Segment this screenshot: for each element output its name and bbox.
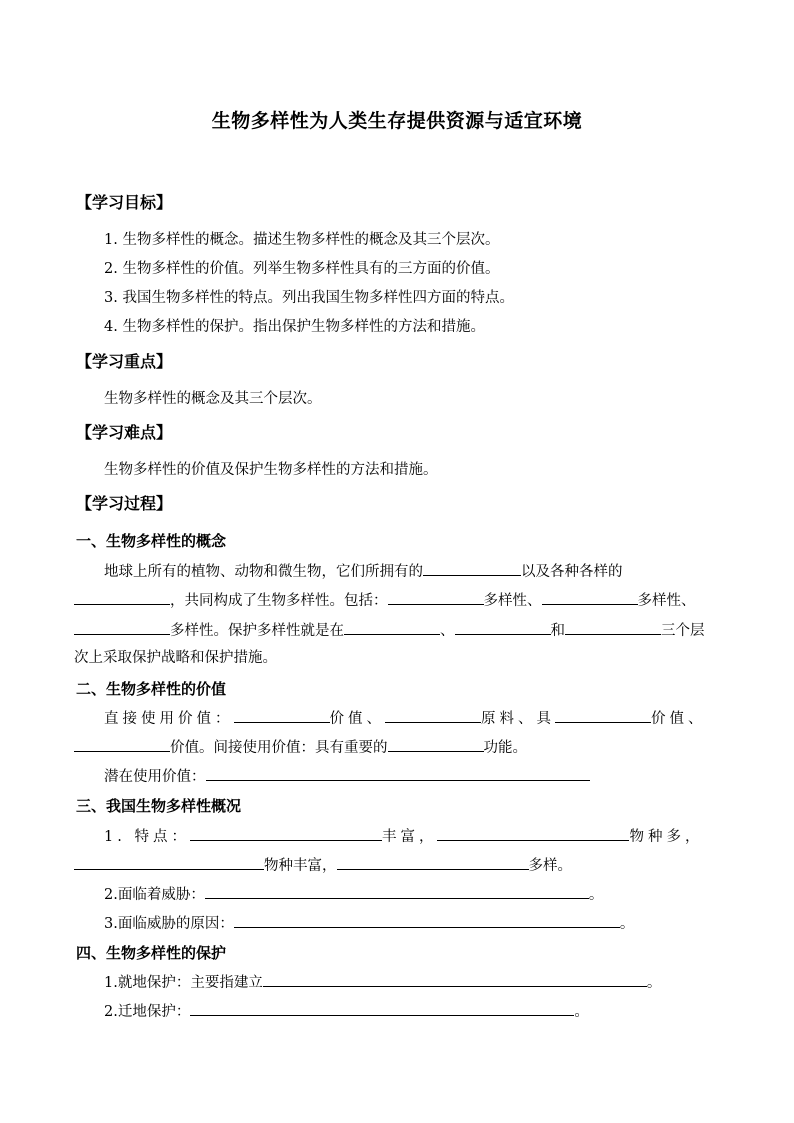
fill-blank[interactable] (234, 912, 620, 928)
fill-blank[interactable] (385, 707, 481, 723)
fill-blank[interactable] (388, 589, 484, 605)
fill-blank[interactable] (190, 825, 382, 841)
section-1-line-4: 次上采取保护战略和保护措施。 (74, 650, 277, 666)
section-4-line-2: 2.迁地保护： 。 (104, 1000, 589, 1022)
fill-blank[interactable] (337, 854, 529, 870)
key-points-text: 生物多样性的概念及其三个层次。 (104, 391, 322, 407)
section-3-line-1: 1. 特点： 丰富， 物种多， (104, 825, 703, 847)
page-title: 生物多样性为人类生存提供资源与适宜环境 (211, 110, 583, 132)
objective-item: 3. 我国生物多样性的特点。列出我国生物多样性四方面的特点。 (104, 290, 514, 306)
section-2-line-3: 潜在使用价值： (104, 765, 590, 787)
objective-item: 4. 生物多样性的保护。指出保护生物多样性的方法和措施。 (104, 319, 485, 335)
fill-blank[interactable] (74, 619, 170, 635)
fill-blank[interactable] (205, 883, 589, 899)
fill-blank[interactable] (74, 589, 170, 605)
section-2-line-2: 价值。间接使用价值：具有重要的 功能。 (74, 736, 527, 758)
section-3-line-2: 物种丰富， 多样。 (74, 854, 572, 876)
objective-item: 1. 生物多样性的概念。描述生物多样性的概念及其三个层次。 (104, 232, 500, 248)
fill-blank[interactable] (542, 589, 638, 605)
fill-blank[interactable] (388, 736, 484, 752)
fill-blank[interactable] (565, 619, 661, 635)
section-1-title: 一、生物多样性的概念 (76, 532, 227, 550)
section-3-title: 三、我国生物多样性概况 (76, 797, 242, 815)
section-1-line-2: ，共同构成了生物多样性。包括： 多样性、 多样性、 (74, 589, 696, 611)
fill-blank[interactable] (234, 707, 330, 723)
difficulties-heading: 【学习难点】 (76, 423, 173, 442)
section-3-line-4: 3.面临威胁的原因： 。 (104, 912, 634, 934)
fill-blank[interactable] (74, 736, 170, 752)
section-1-line-3: 多样性。保护多样性就是在 、 和 三个层 (74, 619, 705, 641)
section-2-line-1: 直接使用价值： 价值、 原料、具 价值、 (104, 707, 707, 729)
process-heading: 【学习过程】 (76, 494, 173, 513)
section-2-title: 二、生物多样性的价值 (76, 680, 227, 698)
section-4-title: 四、生物多样性的保护 (76, 944, 227, 962)
fill-blank[interactable] (555, 707, 651, 723)
fill-blank[interactable] (206, 765, 590, 781)
fill-blank[interactable] (190, 1000, 574, 1016)
section-3-line-3: 2.面临着威胁： 。 (104, 883, 603, 905)
fill-blank[interactable] (263, 971, 647, 987)
fill-blank[interactable] (437, 825, 629, 841)
section-1-line-1: 地球上所有的植物、动物和微生物，它们所拥有的 以及各种各样的 (104, 560, 623, 582)
difficulties-text: 生物多样性的价值及保护生物多样性的方法和措施。 (104, 462, 438, 478)
key-points-heading: 【学习重点】 (76, 352, 173, 371)
objective-item: 2. 生物多样性的价值。列举生物多样性具有的三方面的价值。 (104, 261, 500, 277)
fill-blank[interactable] (423, 560, 521, 576)
section-4-line-1: 1.就地保护：主要指建立 。 (104, 971, 661, 993)
fill-blank[interactable] (74, 854, 264, 870)
fill-blank[interactable] (344, 619, 440, 635)
fill-blank[interactable] (455, 619, 551, 635)
objectives-heading: 【学习目标】 (76, 193, 173, 212)
